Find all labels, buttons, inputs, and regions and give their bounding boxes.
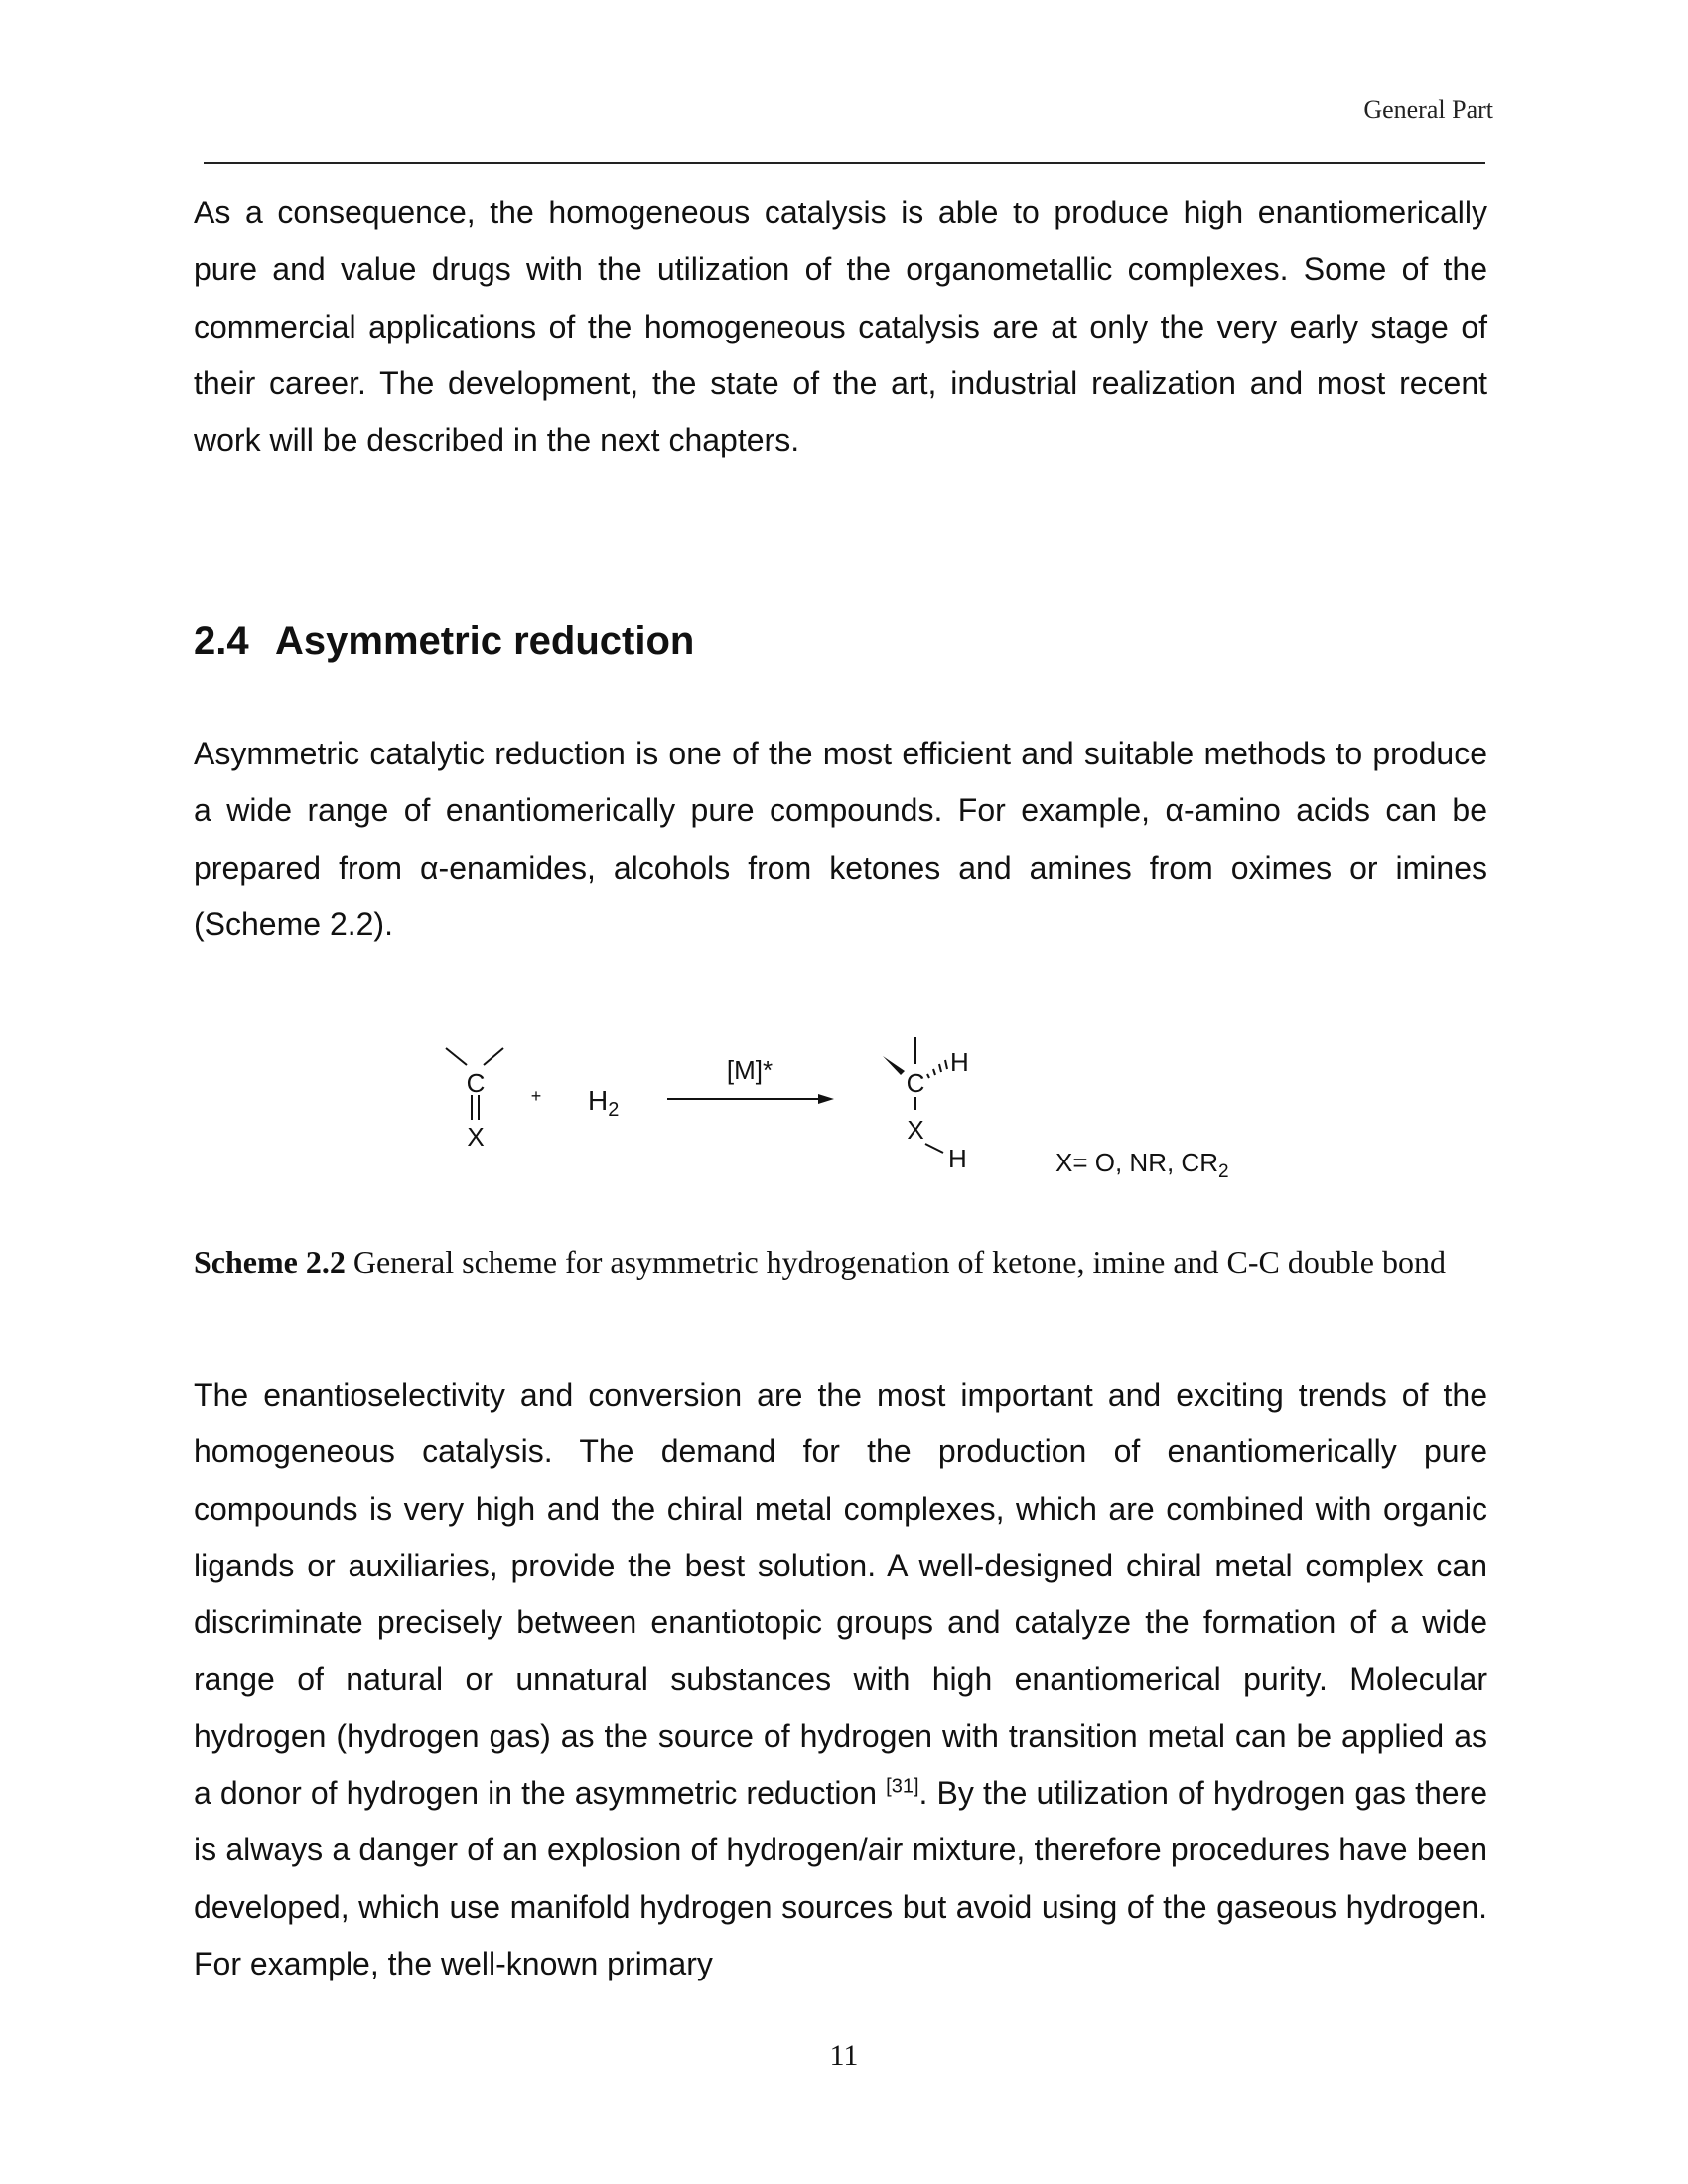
scheme-caption bbox=[194, 1243, 1487, 1281]
product-hash-bond bbox=[927, 1060, 947, 1078]
paragraph-3-text-a: The enantioselectivity and conversion are the most important and exciting trends of the homogeneous catalysis. The demand for the production of enantiomerically pure compounds is very high and the chiral metal complexes, which are combined with organic ligands or auxiliaries, provide the best solution. A well-designed chiral metal complex can discriminate precisely between enantiotopic groups and catalyze the formation of a wide range of natural or unnatural substances with high enantiomerical purity. Molecular hydrogen (hydrogen gas) as the source of hydrogen with transition metal can be applied as a donor of hydrogen in the asymmetric reduction bbox=[194, 1377, 1487, 1812]
reagent-symbol: H bbox=[588, 1085, 609, 1116]
x-definition-text: X= O, NR, CR bbox=[1055, 1148, 1218, 1177]
product-center-atom: C bbox=[906, 1068, 925, 1098]
section-number: 2.4 bbox=[194, 619, 249, 663]
header-rule bbox=[204, 162, 1485, 164]
reaction-arrowhead bbox=[818, 1094, 834, 1104]
product-x-h-bond bbox=[925, 1144, 943, 1153]
paragraph-enantioselectivity bbox=[194, 1367, 1487, 1992]
x-definition bbox=[1055, 1148, 1229, 1182]
reagent-h2 bbox=[588, 1085, 619, 1121]
caption-label: Scheme 2.2 bbox=[194, 1244, 346, 1280]
product-h-lower: H bbox=[948, 1144, 967, 1173]
catalyst-label: [M]* bbox=[726, 1055, 774, 1085]
reactant-left-bond bbox=[446, 1048, 467, 1065]
section-title: Asymmetric reduction bbox=[275, 619, 695, 663]
section-heading bbox=[194, 619, 694, 664]
running-header: General Part bbox=[1363, 95, 1493, 124]
product-hetero-atom: X bbox=[907, 1115, 924, 1145]
page-number: 11 bbox=[829, 2039, 859, 2072]
reactant-center-atom: C bbox=[466, 1068, 486, 1098]
product-h-upper: H bbox=[950, 1047, 969, 1077]
product-wedge-bond bbox=[883, 1056, 905, 1075]
paragraph-asymmetric-reduction: Asymmetric catalytic reduction is one of the most efficient and suitable methods to produce a wide range of enantiomerically pure compounds. For example, α-amino acids can be prepared from α-enamides, alcohols from ketones and amines from oximes or imines (Scheme 2.2). bbox=[194, 736, 1487, 942]
reaction-scheme bbox=[0, 1023, 1688, 1221]
x-definition-subscript: 2 bbox=[1217, 1161, 1229, 1182]
citation-ref: [31] bbox=[886, 1775, 919, 1798]
reactant-hetero-atom: X bbox=[467, 1122, 485, 1152]
caption-text: General scheme for asymmetric hydrogenation of ketone, imine and C-C double bond bbox=[352, 1244, 1446, 1280]
reactant-right-bond bbox=[484, 1048, 503, 1065]
paragraph-intro: As a consequence, the homogeneous catalysis is able to produce high enantiomerically pure and value drugs with the utilization of the organometallic complexes. Some of the commercial applications of the homogeneous catalysis are at only the very early stage of their career. The development, the state of the art, industrial realization and most recent work will be described in the next chapters. bbox=[194, 195, 1487, 459]
reagent-subscript: 2 bbox=[608, 1099, 620, 1121]
plus-sign: + bbox=[530, 1086, 542, 1106]
paragraph-3-text-b: . By the utilization of hydrogen gas there is always a danger of an explosion of hydrogen/air mixture, therefore procedures have been developed, which use manifold hydrogen sources but avoid using of the gaseous hydrogen. For example, the well-known primary bbox=[194, 1775, 1488, 1981]
